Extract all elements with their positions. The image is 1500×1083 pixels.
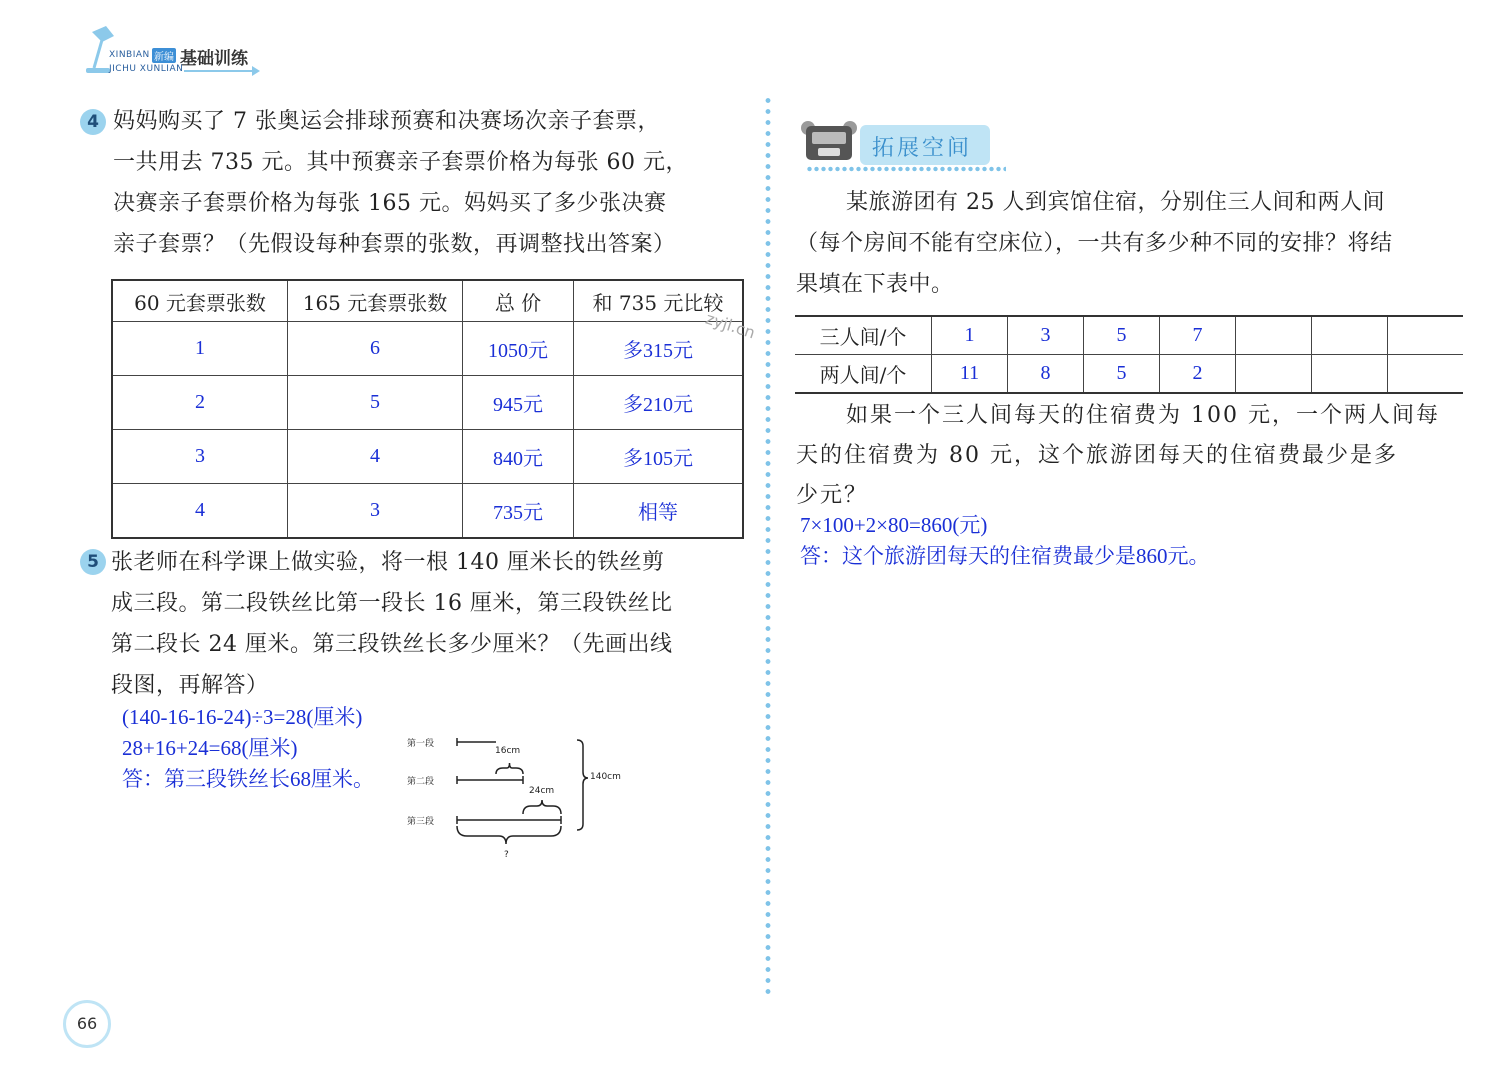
ticket-table — [111, 279, 744, 539]
table-cell: 8 — [1008, 355, 1084, 394]
table-cell: 5 — [288, 376, 463, 430]
extension-header: 拓展空间 — [872, 136, 973, 161]
table-cell: 多210元 — [574, 376, 744, 430]
extension-q2-line: 天的住宿费为 80 元，这个旅游团每天的住宿费最少是多 — [796, 443, 1398, 468]
extension-line: 某旅游团有 25 人到宾馆住宿，分别住三人间和两人间 — [846, 190, 1385, 215]
brand-title: 基础训练 — [180, 49, 248, 69]
length-16-label: 16cm — [495, 746, 521, 756]
table-cell: 1 — [112, 322, 288, 376]
question-5-text — [111, 542, 756, 706]
extension-robot-icon — [800, 118, 858, 168]
table-cell: 3 — [1008, 316, 1084, 355]
segment-1-label: 第一段 — [407, 739, 435, 749]
table-cell: 1 — [932, 316, 1008, 355]
length-24-label: 24cm — [529, 786, 555, 796]
table-cell: 2 — [112, 376, 288, 430]
answer-line: 28+16+24=68(厘米) — [122, 736, 298, 760]
table-cell — [1236, 316, 1312, 355]
question-5-line: 段图，再解答） — [111, 673, 269, 698]
table-row — [112, 430, 743, 484]
question-5-answer — [122, 702, 374, 795]
unknown-label: ? — [504, 850, 509, 860]
table-cell: 11 — [932, 355, 1008, 394]
table-header-cell: 165 元套票张数 — [288, 280, 463, 322]
total-length-label: 140cm — [590, 772, 621, 782]
row-label: 三人间/个 — [795, 316, 932, 355]
segment-2-label: 第二段 — [407, 777, 435, 787]
answer-line: 答：这个旅游团每天的住宿费最少是860元。 — [800, 544, 1210, 568]
table-header-row — [112, 280, 743, 322]
table-cell: 7 — [1160, 316, 1236, 355]
table-cell: 840元 — [463, 430, 574, 484]
room-arrangement-table — [795, 315, 1463, 394]
page-number: 66 — [63, 1000, 111, 1048]
brand-pinyin-bottom: JICHU XUNLIAN — [109, 64, 184, 74]
question-4-line: 妈妈购买了 7 张奥运会排球预赛和决赛场次亲子套票， — [113, 109, 660, 134]
table-cell — [1312, 355, 1388, 394]
table-cell: 735元 — [463, 484, 574, 539]
table-cell: 5 — [1084, 355, 1160, 394]
table-row — [112, 376, 743, 430]
table-cell: 6 — [288, 322, 463, 376]
answer-line: 答：第三段铁丝长68厘米。 — [122, 767, 374, 791]
table-row — [112, 322, 743, 376]
table-header-cell: 总 价 — [463, 280, 574, 322]
table-cell: 多315元 — [574, 322, 744, 376]
table-row — [795, 316, 1463, 355]
question-5-number: 5 — [80, 549, 106, 575]
extension-dotted-line — [806, 166, 1006, 172]
brand-arrow-icon — [184, 66, 260, 76]
extension-line: （每个房间不能有空床位），一共有多少种不同的安排？将结 — [796, 231, 1393, 256]
segment-diagram — [405, 732, 635, 867]
extension-line: 果填在下表中。 — [796, 272, 954, 297]
extension-question-2 — [796, 396, 1476, 516]
question-5-line: 张老师在科学课上做实验，将一根 140 厘米长的铁丝剪 — [111, 550, 665, 575]
extension-q2-line: 如果一个三人间每天的住宿费为 100 元，一个两人间每 — [846, 403, 1440, 428]
table-cell: 相等 — [574, 484, 744, 539]
segment-3-label: 第三段 — [407, 817, 435, 827]
extension-q2-line: 少元？ — [796, 483, 869, 508]
table-cell: 3 — [112, 430, 288, 484]
question-4-line: 决赛亲子套票价格为每张 165 元。妈妈买了多少张决赛 — [113, 191, 667, 216]
answer-line: 7×100+2×80=860(元) — [800, 513, 988, 537]
table-cell: 2 — [1160, 355, 1236, 394]
table-row — [112, 484, 743, 539]
table-cell: 4 — [288, 430, 463, 484]
table-cell: 3 — [288, 484, 463, 539]
table-cell: 945元 — [463, 376, 574, 430]
table-cell: 4 — [112, 484, 288, 539]
extension-text — [796, 182, 1476, 305]
table-cell — [1236, 355, 1312, 394]
question-4-text — [113, 101, 753, 265]
brand-pinyin-top: XINBIAN — [109, 50, 150, 60]
question-4-number: 4 — [80, 109, 106, 135]
brand-logo — [84, 24, 264, 79]
table-cell — [1388, 316, 1464, 355]
table-cell: 1050元 — [463, 322, 574, 376]
table-cell: 多105元 — [574, 430, 744, 484]
question-5-line: 成三段。第二段铁丝比第一段长 16 厘米，第三段铁丝比 — [111, 591, 673, 616]
question-5-line: 第二段长 24 厘米。第三段铁丝长多少厘米？（先画出线 — [111, 632, 673, 657]
table-header-cell: 和 735 元比较 — [574, 280, 744, 322]
watermark: zyjl.cn — [703, 308, 758, 343]
table-row — [795, 355, 1463, 394]
brand-tag: 新编 — [152, 48, 176, 63]
table-cell: 5 — [1084, 316, 1160, 355]
segment-lines — [405, 732, 635, 867]
extension-answer — [800, 510, 1210, 572]
row-label: 两人间/个 — [795, 355, 932, 394]
question-4-line: 亲子套票？（先假设每种套票的张数，再调整找出答案） — [113, 232, 676, 257]
column-divider — [763, 95, 773, 995]
table-header-cell: 60 元套票张数 — [112, 280, 288, 322]
question-4-line: 一共用去 735 元。其中预赛亲子套票价格为每张 60 元， — [113, 150, 688, 175]
table-cell — [1388, 355, 1464, 394]
answer-line: (140-16-16-24)÷3=28(厘米) — [122, 705, 363, 729]
table-cell — [1312, 316, 1388, 355]
